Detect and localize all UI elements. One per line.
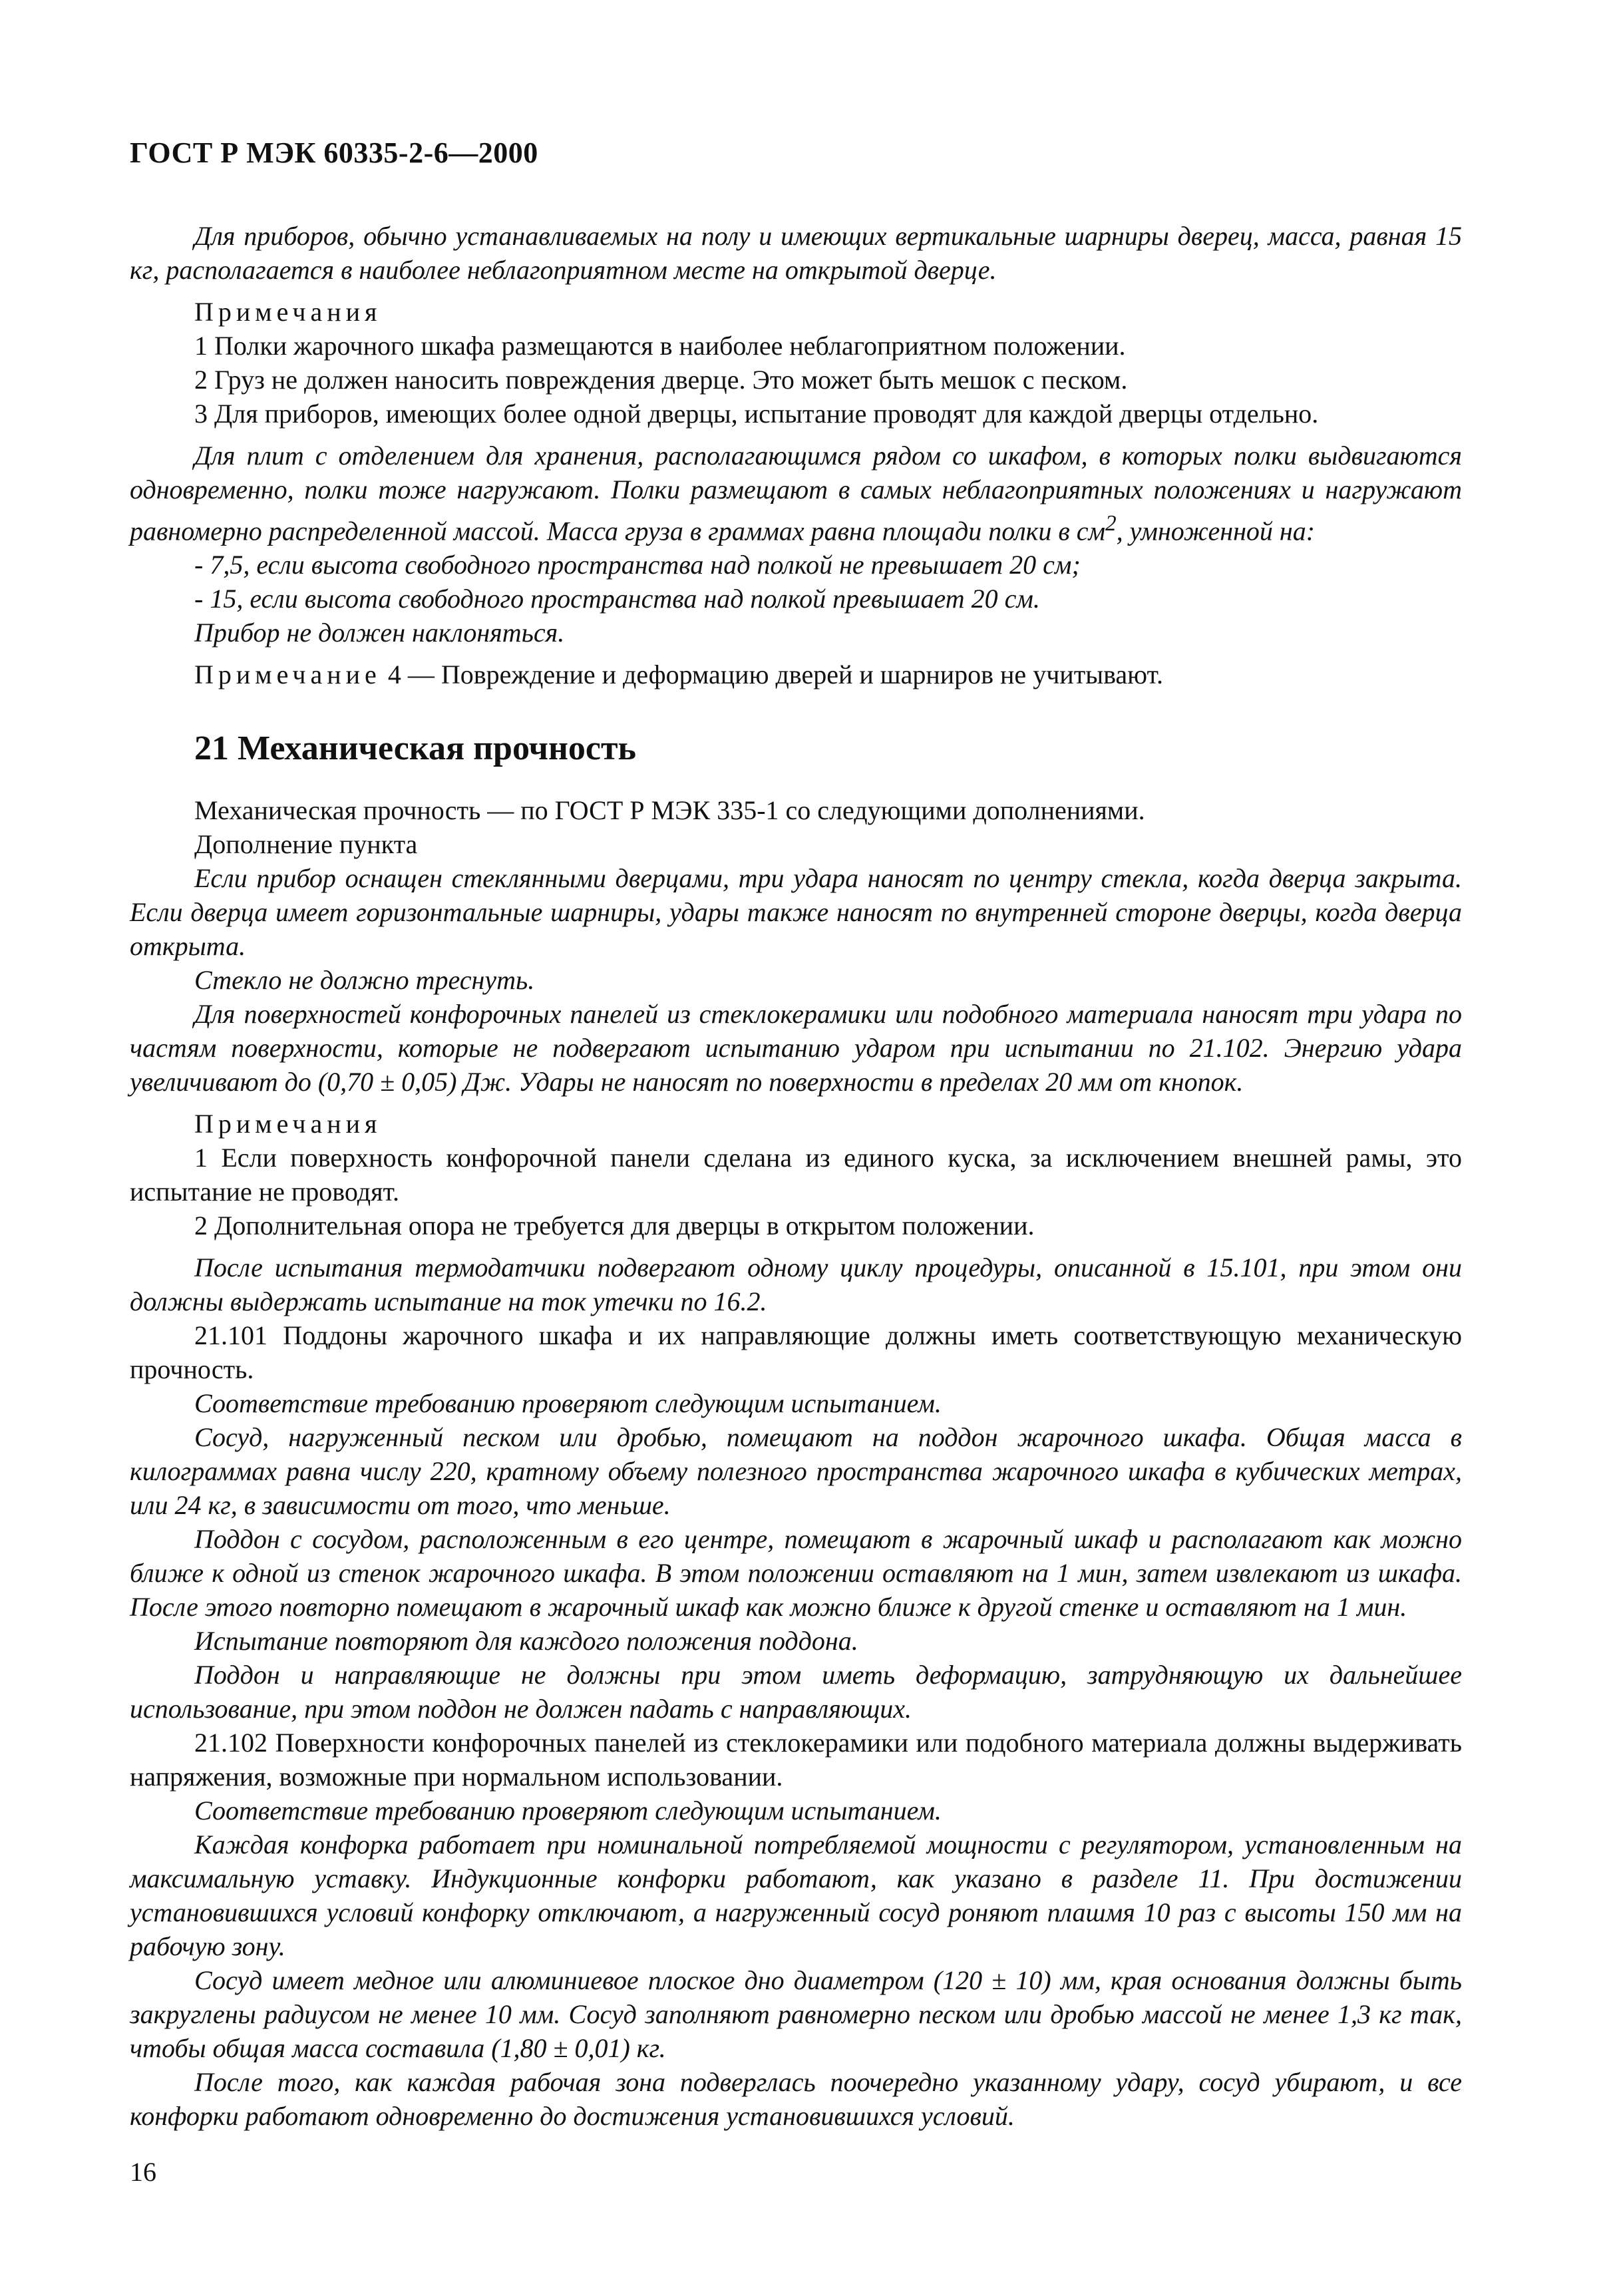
compliance-check: Соответствие требованию проверяют следующим испытанием.	[194, 1388, 942, 1419]
section-title: 21 Механическая прочность	[194, 729, 637, 768]
superscript: 2	[1105, 511, 1117, 536]
notes-heading: Примечания	[194, 297, 382, 327]
glass-requirement: Стекло не должно треснуть.	[194, 965, 535, 996]
after-test-paragraph: После испытания термодатчики подвергают одному циклу процедуры, описанной в 15.101, при этом они должны выдержать испытание на ток утечки по 16.2.	[130, 1252, 1462, 1317]
test-paragraph: Сосуд имеет медное или алюминиевое плоское дно диаметром (120 ± 10) мм, края основания должны быть закруглены радиусом не менее 10 мм. Сосуд заполняют равномерно песком или дробью массой не менее 1,3 кг так, чтобы общая масса составила (1,80 ± 0,01) кг.	[130, 1965, 1462, 2064]
tilt-requirement: Прибор не должен наклоняться.	[194, 618, 565, 648]
running-header: ГОСТ Р МЭК 60335-2-6—2000	[130, 136, 538, 169]
storage-shelves-paragraph: Для плит с отделением для хранения, располагающимся рядом со шкафом, в которых полки выдвигаются одновременно, полки тоже нагружают. Полки размещают в самых неблагоприятных положениях и нагружают равномерно распределенной массой. Масса груза в граммах равна площади полки в $см^2$, умноженной на:	[130, 441, 1462, 546]
clause-21-101: 21.101 Поддоны жарочного шкафа и их направляющие должны иметь соответствующую механическую прочность.	[130, 1320, 1462, 1385]
notes-heading: Примечания	[194, 1109, 382, 1139]
list-item: - 7,5, если высота свободного пространства над полкой не превышает 20 см;	[194, 550, 1081, 580]
test-paragraph: Каждая конфорка работает при номинальной потребляемой мощности с регулятором, установленным на максимальную уставку. Индукционные конфорки работают, как указано в разделе 11. При достижении установившихся условий конфорку отключают, а нагруженный сосуд роняют плашмя 10 раз с высоты 150 мм на рабочую зону.	[130, 1829, 1462, 1962]
floor-appliance-paragraph: Для приборов, обычно устанавливаемых на полу и имеющих вертикальные шарниры дверец, масса, равная 15 кг, располагается в наиболее неблагоприятном месте на открытой дверце.	[130, 221, 1462, 285]
note-item: 2 Дополнительная опора не требуется для дверцы в открытом положении.	[194, 1211, 1035, 1241]
hob-surfaces-paragraph: Для поверхностей конфорочных панелей из стеклокерамики или подобного материала наносят три удара по частям поверхности, которые не подвергают испытанию ударом при испытании по 21.102. Энергию удара увеличивают до (0,70 ± 0,05) Дж. Удары не наносят по поверхности в пределах 20 мм от кнопок.	[130, 999, 1462, 1097]
note-item: 1 Полки жарочного шкафа размещаются в наиболее неблагоприятном положении.	[194, 331, 1126, 361]
test-paragraph: После того, как каждая рабочая зона подверглась поочередно указанному удару, сосуд убирают, и все конфорки работают одновременно до достижения установившихся условий.	[130, 2067, 1462, 2132]
addition-label: Дополнение пункта	[194, 829, 418, 860]
note-label: Примечание	[194, 660, 381, 690]
compliance-check: Соответствие требованию проверяют следующим испытанием.	[194, 1796, 942, 1826]
note-item: 3 Для приборов, имеющих более одной дверцы, испытание проводят для каждой дверцы отдельно.	[194, 399, 1319, 429]
note-item: 2 Груз не должен наносить повреждения дверце. Это может быть мешок с песком.	[194, 365, 1128, 395]
section-intro: Механическая прочность — по ГОСТ Р МЭК 335-1 со следующими дополнениями.	[194, 795, 1145, 826]
list-item: - 15, если высота свободного пространства над полкой превышает 20 см.	[194, 584, 1040, 614]
note-item: 1 Если поверхность конфорочной панели сделана из единого куска, за исключением внешней рамы, это испытание не проводят.	[130, 1143, 1462, 1207]
test-paragraph: Поддон и направляющие не должны при этом иметь деформацию, затрудняющую их дальнейшее использование, при этом поддон не должен падать с направляющих.	[130, 1660, 1462, 1724]
test-paragraph: Сосуд, нагруженный песком или дробью, помещают на поддон жарочного шкафа. Общая масса в килограммах равна числу 220, кратному объему полезного пространства жарочного шкафа в кубических метрах, или 24 кг, в зависимости от того, что меньше.	[130, 1422, 1462, 1521]
clause-21-102: 21.102 Поверхности конфорочных панелей из стеклокерамики или подобного материала должны выдерживать напряжения, возможные при нормальном использовании.	[130, 1728, 1462, 1792]
test-paragraph: Испытание повторяют для каждого положения поддона.	[194, 1626, 858, 1656]
page-number: 16	[130, 2157, 156, 2187]
glass-doors-paragraph: Если прибор оснащен стеклянными дверцами, три удара наносят по центру стекла, когда дверца закрыта. Если дверца имеет горизонтальные шарниры, удары также наносят по внутренней стороне дверцы, когда дверца открыта.	[130, 863, 1462, 962]
note-paragraph: Примечание 4 — Повреждение и деформацию дверей и шарниров не учитывают.	[194, 660, 1164, 690]
test-paragraph: Поддон с сосудом, расположенным в его центре, помещают в жарочный шкаф и располагают как можно ближе к одной из стенок жарочного шкафа. В этом положении оставляют на 1 мин, затем извлекают из шкафа. После этого повторно помещают в жарочный шкаф как можно ближе к другой стенке и оставляют на 1 мин.	[130, 1524, 1462, 1623]
